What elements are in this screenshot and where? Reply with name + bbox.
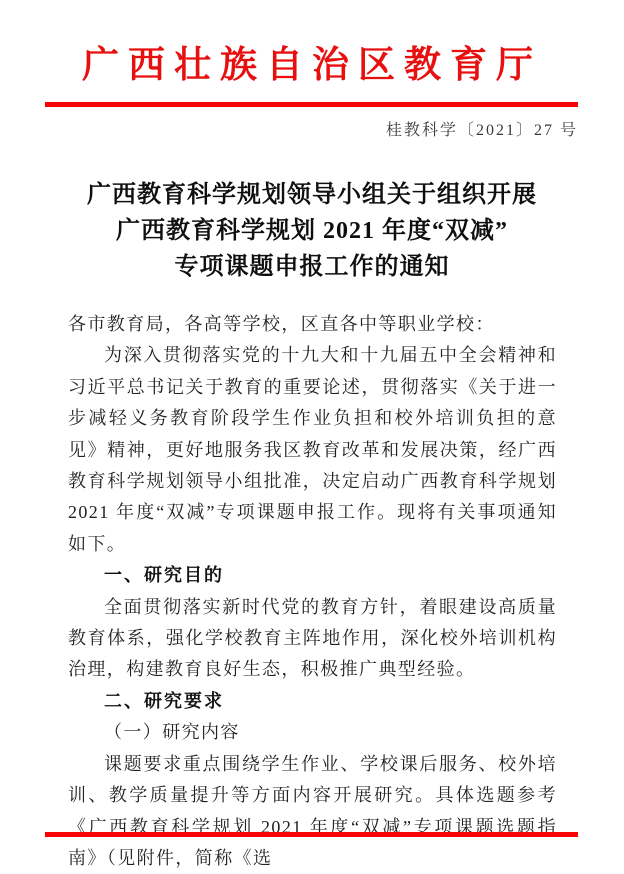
subsection-heading-research-content: （一）研究内容: [104, 722, 240, 743]
footer-double-rule: [45, 832, 578, 837]
notice-title-line-3: 专项课题申报工作的通知: [174, 254, 450, 280]
notice-title-line-2: 广西教育科学规划 2021 年度“双减”: [116, 218, 508, 244]
salutation-line: 各市教育局，各高等学校，区直各中等职业学校：: [68, 314, 495, 334]
notice-title: [30, 177, 594, 285]
research-content-paragraph: 课题要求重点围绕学生作业、学校课后服务、校外培训、教学质量提升等方面内容开展研究。具体选题参考《广西教育科学规划 2021 年度“双减”专项课题选题指南》（见附件，简称《选: [68, 753, 557, 868]
document-reference-number: 桂教科学〔2021〕27 号: [385, 122, 578, 139]
notice-title-line-1: 广西教育科学规划领导小组关于组织开展: [87, 182, 537, 208]
header-double-rule: [45, 102, 578, 107]
intro-paragraph: 为深入贯彻落实党的十九大和十九届五中全会精神和习近平总书记关于教育的重要论述，贯彻落实《关于进一步减轻义务教育阶段学生作业负担和校外培训负担的意见》精神，更好地服务我区教育改革和发展决策，经广西教育科学规划领导小组批准，决定启动广西教育科学规划 2021 年度“双减”专项课题申报工作。现将有关事项通知如下。: [68, 345, 557, 554]
issuing-agency-header: 广西壮族自治区教育厅: [82, 45, 542, 86]
notice-body: [68, 309, 557, 874]
section-heading-research-requirements: 二、研究要求: [104, 690, 224, 711]
section-heading-research-purpose: 一、研究目的: [104, 565, 224, 586]
research-purpose-paragraph: 全面贯彻落实新时代党的教育方针，着眼建设高质量教育体系，强化学校教育主阵地作用，深化校外培训机构治理，构建教育良好生态，积极推广典型经验。: [68, 596, 557, 680]
